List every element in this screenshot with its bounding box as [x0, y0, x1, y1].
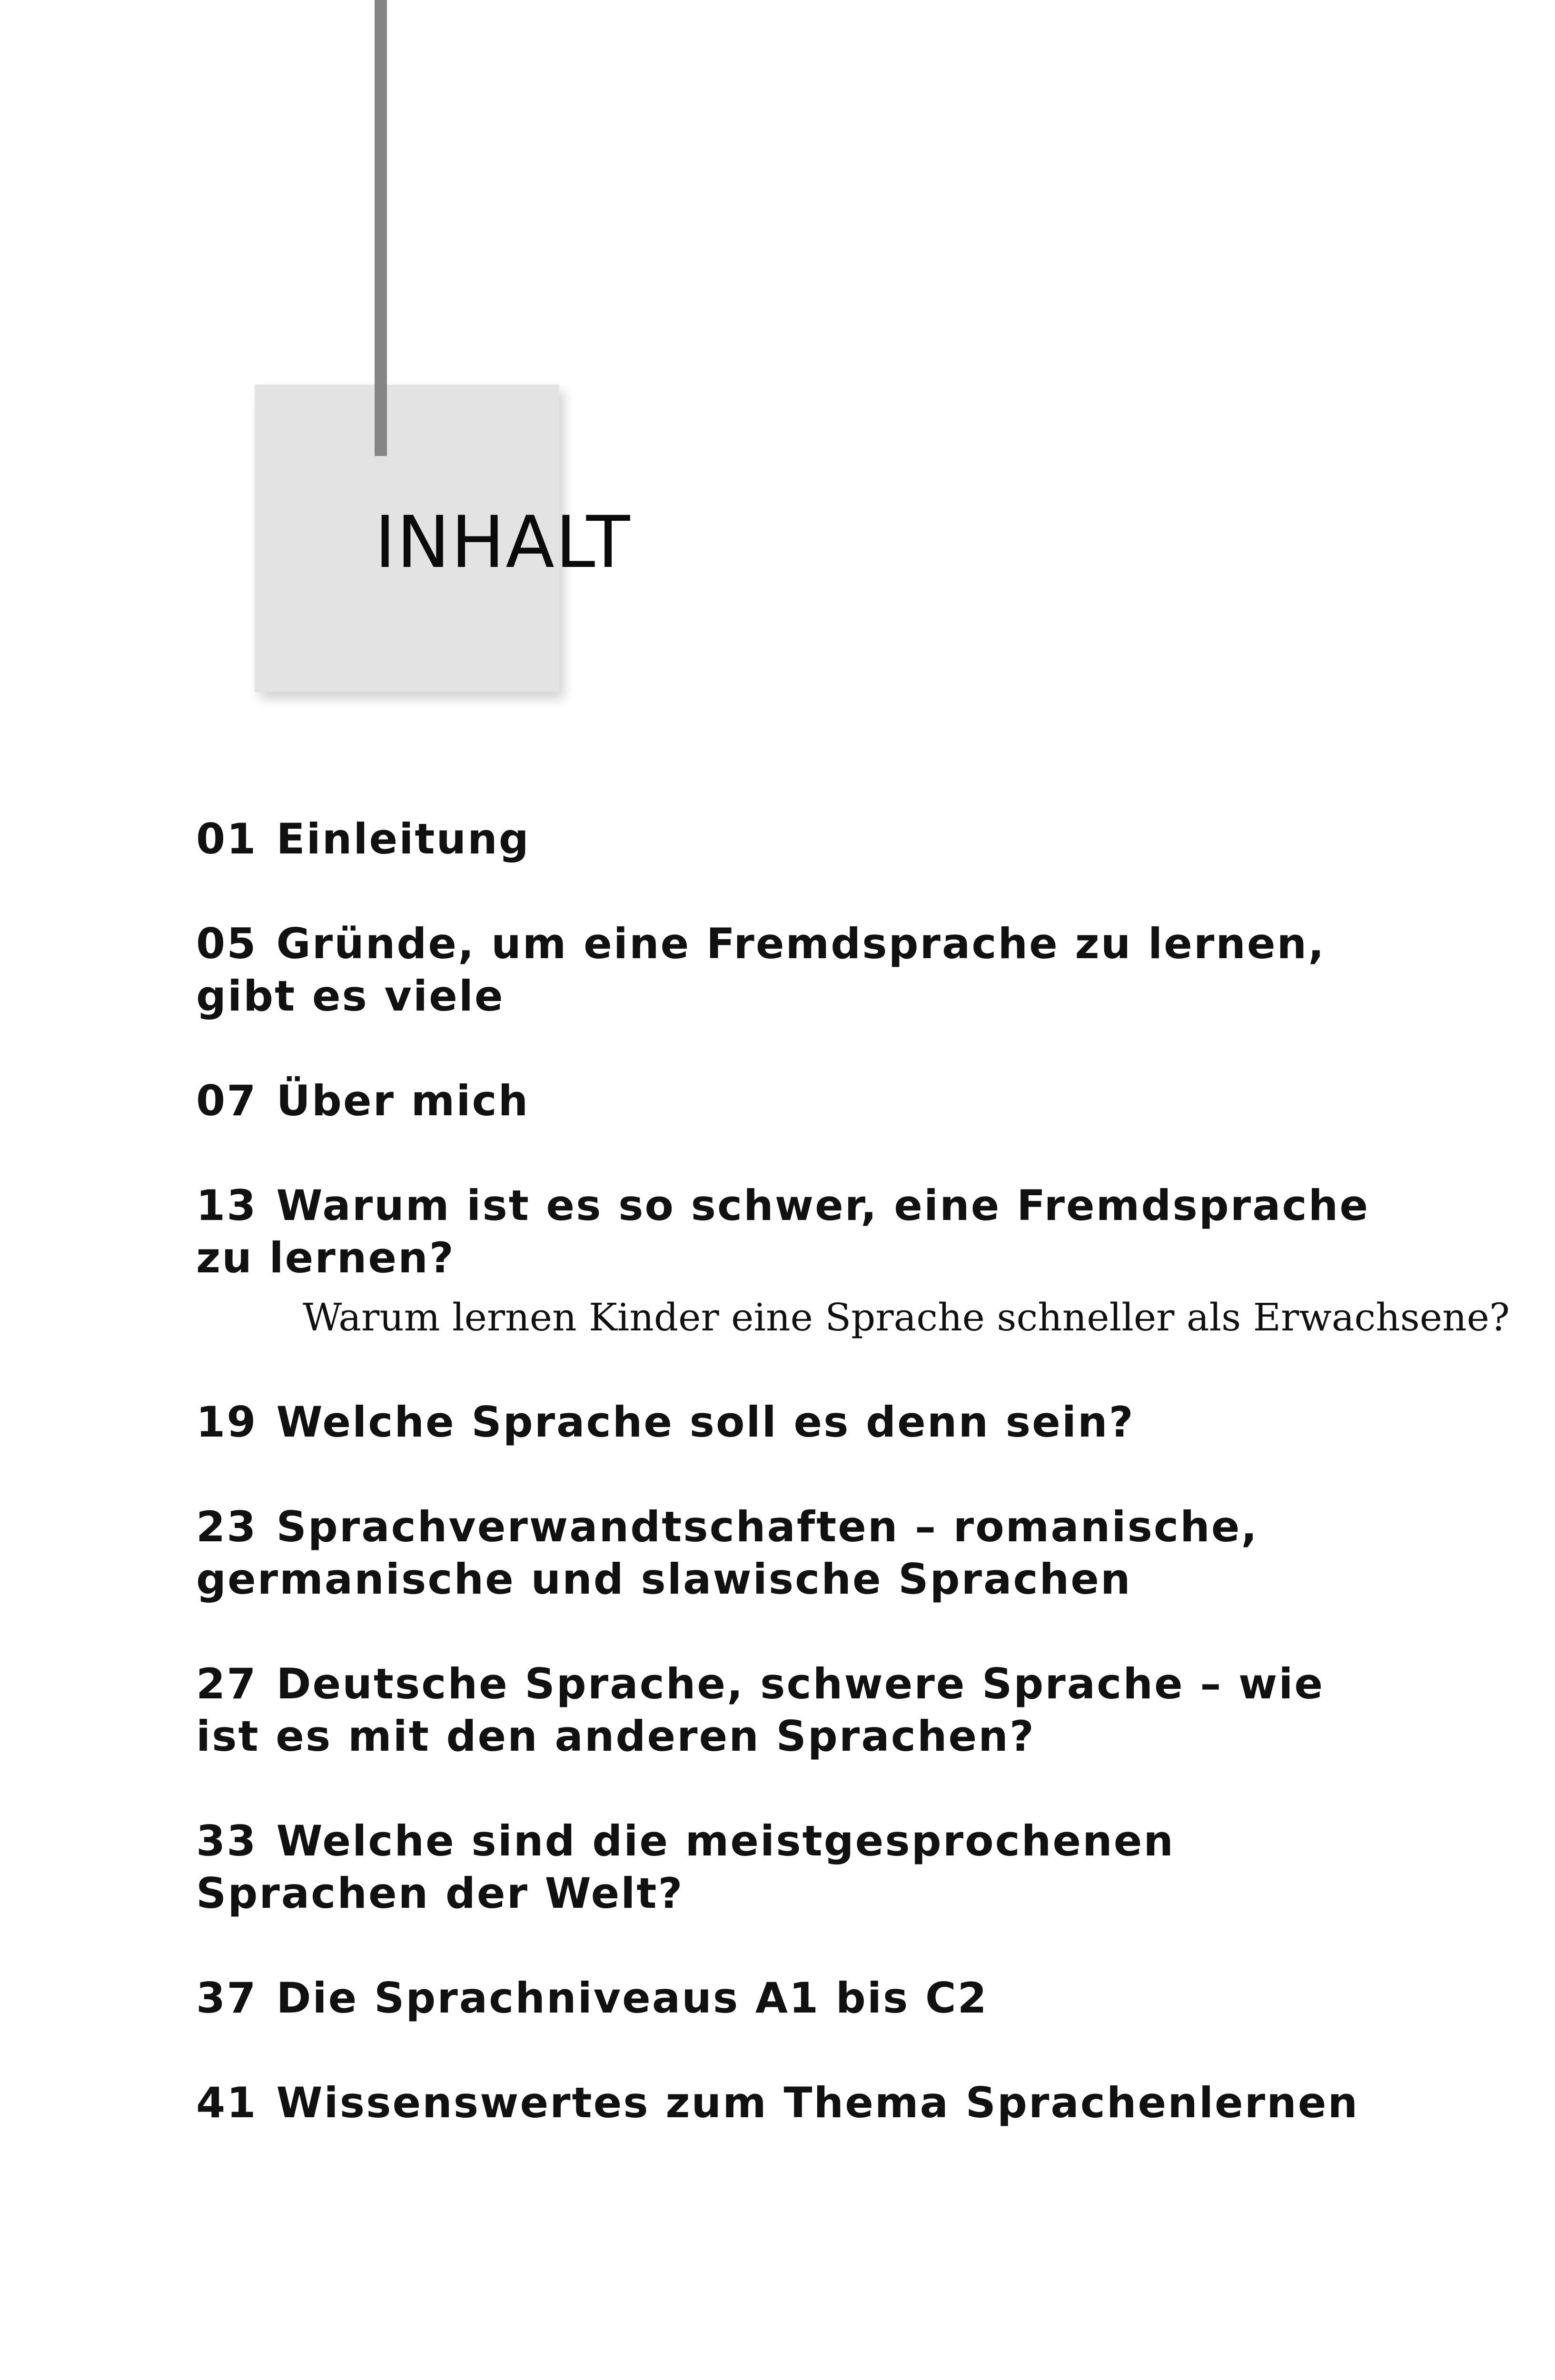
- toc-entry-title: Über mich: [276, 1076, 530, 1125]
- toc-entry[interactable]: [196, 1501, 1396, 1606]
- toc-entry-title: Warum ist es so schwer, eine Fremdsprache zu lernen?: [196, 1181, 1369, 1282]
- toc-page-number: 01: [196, 814, 258, 863]
- toc-entry[interactable]: [196, 1815, 1396, 1920]
- toc-page-number: 27: [196, 1659, 258, 1708]
- toc-page-number: 37: [196, 1973, 258, 2023]
- decorative-vertical-line: [375, 0, 387, 456]
- toc-entry-title: Welche Sprache soll es denn sein?: [276, 1398, 1135, 1447]
- toc-entry[interactable]: [196, 1972, 1396, 2024]
- toc-entry-title: Einleitung: [276, 814, 530, 863]
- page-title: INHALT: [375, 501, 631, 584]
- toc-entry-title: Gründe, um eine Fremdsprache zu lernen, gibt es viele: [196, 919, 1326, 1021]
- toc-page-number: 13: [196, 1181, 258, 1230]
- toc-page-number: 41: [196, 2078, 258, 2127]
- toc-entry-title: Wissenswertes zum Thema Sprachenlernen: [276, 2078, 1359, 2127]
- toc-entry[interactable]: [196, 1396, 1396, 1448]
- toc-entry[interactable]: [196, 813, 1396, 865]
- toc-subentry[interactable]: Warum lernen Kinder eine Sprache schneller als Erwachsene?: [303, 1295, 1510, 1339]
- toc-entry-title: Sprachverwandtschaften – romanische, germanische und slawische Sprachen: [196, 1502, 1258, 1604]
- toc-entry[interactable]: [196, 1180, 1510, 1351]
- toc-page-number: 33: [196, 1816, 258, 1865]
- toc-entry[interactable]: [196, 2077, 1396, 2129]
- toc-entry[interactable]: [196, 1075, 1396, 1127]
- toc-page-number: 07: [196, 1076, 258, 1125]
- toc-entry[interactable]: [196, 918, 1396, 1022]
- toc-entry-title: Die Sprachniveaus A1 bis C2: [276, 1973, 988, 2023]
- toc-entry[interactable]: [196, 1658, 1396, 1763]
- toc-page-number: 05: [196, 919, 258, 968]
- toc-page-number: 23: [196, 1502, 258, 1551]
- toc-entry-title: Welche sind die meistgesprochenen Sprachen der Welt?: [196, 1816, 1175, 1918]
- table-of-contents: [196, 813, 1510, 2182]
- toc-page-number: 19: [196, 1398, 258, 1447]
- toc-entry-title: Deutsche Sprache, schwere Sprache – wie ist es mit den anderen Sprachen?: [196, 1659, 1325, 1761]
